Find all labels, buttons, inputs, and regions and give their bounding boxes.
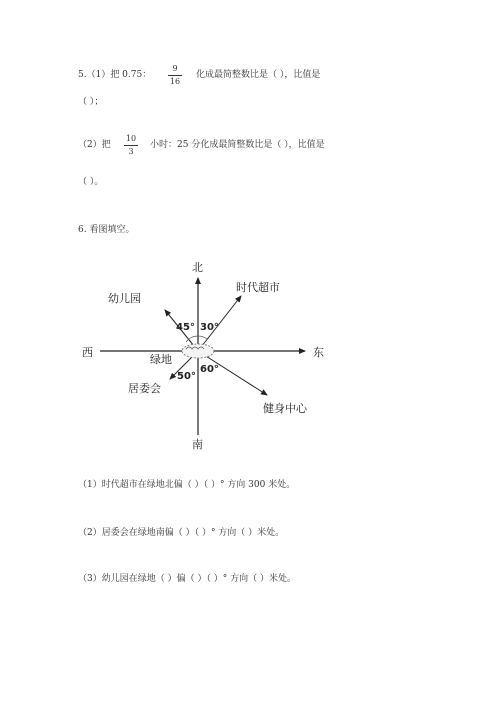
fraction-denominator: 16 xyxy=(169,77,181,86)
fraction-bar xyxy=(124,145,138,146)
direction-diagram xyxy=(70,250,340,455)
q5-part2-text: 小时：25 分化成最简整数比是（ ），比值是 xyxy=(150,140,325,150)
q5-part1-text: 化成最简整数比是（ ），比值是 xyxy=(196,70,321,80)
q5-part2-blank: （ ）。 xyxy=(78,177,104,187)
label-south: 南 xyxy=(192,438,203,451)
green-space-icon xyxy=(182,344,214,358)
label-supermarket: 时代超市 xyxy=(236,281,280,294)
label-west: 西 xyxy=(82,346,93,359)
angle-label-se: 60° xyxy=(200,364,219,375)
q5-part1-blank: （ ）； xyxy=(78,97,104,107)
angle-label-ne: 30° xyxy=(200,322,219,333)
label-center-green-space: 绿地 xyxy=(150,353,172,366)
label-residents-committee: 居委会 xyxy=(128,382,161,395)
q5-part2-fraction xyxy=(122,134,140,157)
q6-sub1: （1）时代超市在绿地北偏（ ）（ ）° 方向 300 米处。 xyxy=(78,480,296,490)
angle-label-nw: 45° xyxy=(176,322,195,333)
q5-part1-lead: 5.（1）把 0.75： xyxy=(78,70,152,80)
angle-label-sw: 50° xyxy=(177,371,196,382)
fraction-numerator: 9 xyxy=(172,64,178,73)
q6-title: 6. 看图填空。 xyxy=(78,225,135,235)
q5-part2-lead: （2）把 xyxy=(78,140,111,150)
label-kindergarten: 幼儿园 xyxy=(108,292,141,305)
fraction-bar xyxy=(168,75,182,76)
q5-part1-fraction xyxy=(166,64,184,87)
label-fitness-center: 健身中心 xyxy=(263,402,307,415)
fraction-numerator: 10 xyxy=(125,134,137,143)
label-north: 北 xyxy=(192,261,203,274)
q6-sub2: （2）居委会在绿地南偏（ ）（ ）° 方向（ ）米处。 xyxy=(78,528,285,538)
q6-sub3: （3）幼儿园在绿地（ ）偏（ ）（ ）° 方向（ ）米处。 xyxy=(78,574,297,584)
fraction-denominator: 3 xyxy=(128,147,134,156)
label-east: 东 xyxy=(313,346,324,359)
angle-arc-ne xyxy=(198,336,207,339)
